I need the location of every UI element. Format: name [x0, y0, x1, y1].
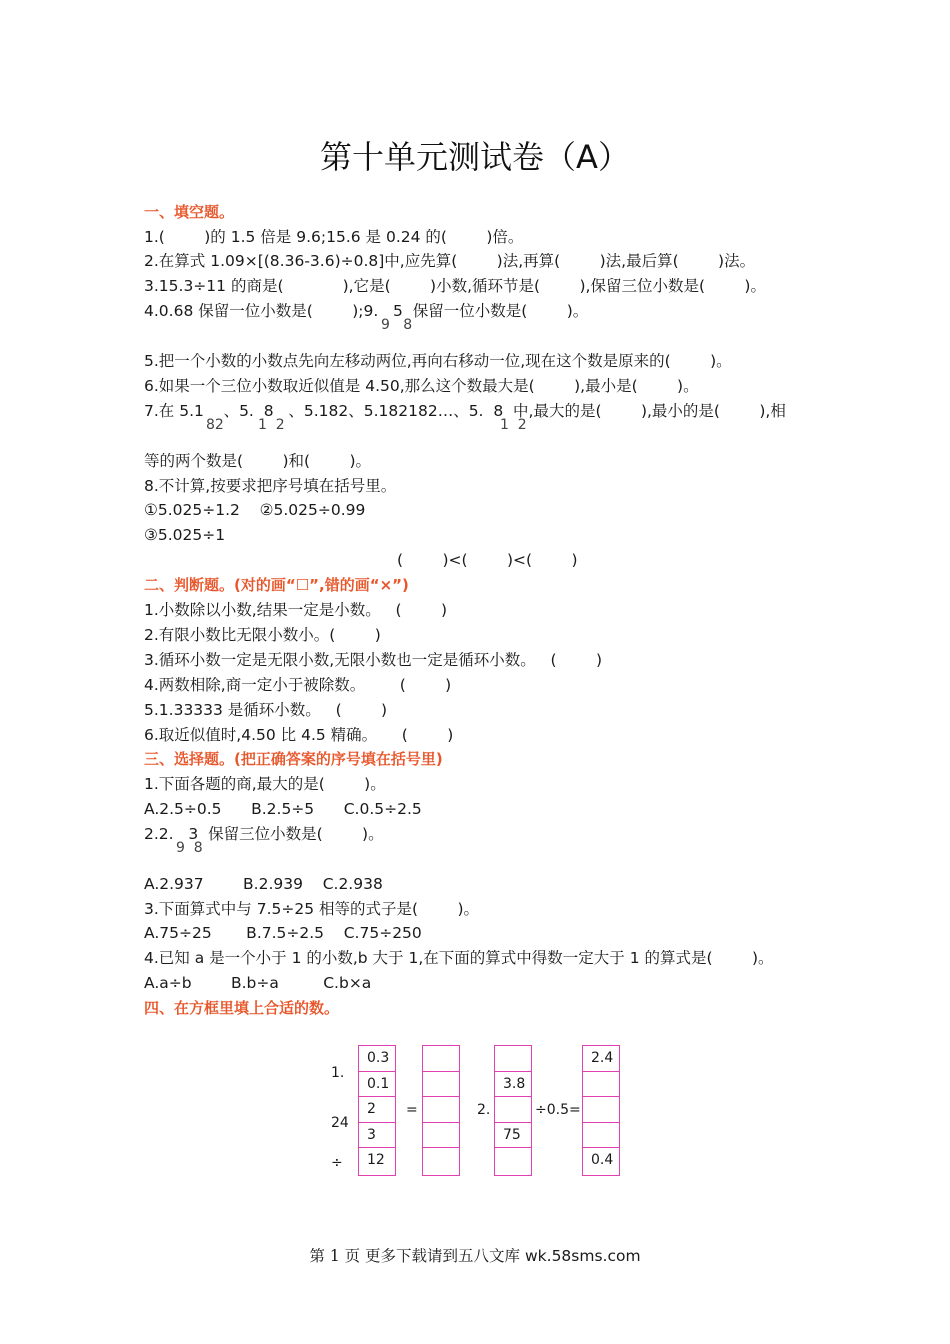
footer-text: 第 1 页 更多下载请到五八文库: [309, 1247, 525, 1265]
answer-cell[interactable]: [495, 1046, 531, 1072]
answer-cell[interactable]: [423, 1072, 459, 1098]
choice-question-1-options: A.2.5÷0.5 B.2.5÷5 C.0.5÷2.5: [144, 800, 422, 818]
divide-operator: ÷0.5=: [535, 1102, 581, 1118]
section-box-fill-heading: 四、在方框里填上合适的数。: [144, 999, 340, 1017]
judge-question-3: 3.循环小数一定是无限小数,无限小数也一定是循环小数。 ( ): [144, 651, 603, 669]
repeating-decimal-digits: 1 2: [258, 417, 285, 433]
box-cell: 0.1: [359, 1072, 395, 1098]
fill-question-4: 4.0.68 保留一位小数是( );9. 5 保留一位小数是( )。: [144, 302, 589, 320]
box-cell: 3: [359, 1123, 395, 1149]
fill-question-8: 8.不计算,按要求把序号填在括号里。: [144, 477, 397, 495]
box-column-left-1: [358, 1045, 396, 1176]
answer-cell[interactable]: [423, 1097, 459, 1123]
answer-cell[interactable]: [583, 1123, 619, 1149]
box-column-left-2[interactable]: [494, 1045, 532, 1176]
fill-question-6: 6.如果一个三位小数取近似值是 4.50,那么这个数最大是( ),最小是( )。: [144, 377, 699, 395]
equals-sign: =: [406, 1102, 418, 1118]
box-cell: 75: [495, 1123, 531, 1149]
fill-question-7-continued: 等的两个数是( )和( )。: [144, 452, 372, 470]
answer-cell[interactable]: [423, 1148, 459, 1174]
section-choice-heading: 三、选择题。(把正确答案的序号填在括号里): [144, 750, 443, 768]
choice-question-2: 2.2. 3 保留三位小数是( )。: [144, 825, 384, 843]
page-title: 第十单元测试卷（A）: [320, 138, 630, 176]
choice-question-1: 1.下面各题的商,最大的是( )。: [144, 775, 386, 793]
section-fill-blank-heading: 一、填空题。: [144, 203, 235, 221]
judge-question-6: 6.取近似值时,4.50 比 4.5 精确。 ( ): [144, 726, 454, 744]
answer-cell[interactable]: [423, 1046, 459, 1072]
box-cell: 0.4: [591, 1152, 614, 1169]
fill-question-8-items: ③5.025÷1: [144, 526, 226, 544]
box-question-2-number: 2.: [477, 1102, 491, 1118]
judge-question-5: 5.1.33333 是循环小数。 ( ): [144, 701, 388, 719]
answer-cell[interactable]: [495, 1148, 531, 1174]
judge-question-1: 1.小数除以小数,结果一定是小数。 ( ): [144, 601, 448, 619]
fill-question-5: 5.把一个小数的小数点先向左移动两位,再向右移动一位,现在这个数是原来的( )。: [144, 352, 732, 370]
answer-cell[interactable]: [583, 1097, 619, 1123]
judge-question-4: 4.两数相除,商一定小于被除数。 ( ): [144, 676, 452, 694]
page-footer: [0, 1244, 950, 1266]
choice-question-4-options: A.a÷b B.b÷a C.b×a: [144, 974, 372, 992]
footer-link[interactable]: wk.58sms.com: [524, 1247, 641, 1265]
fill-question-2: 2.在算式 1.09×[(8.36-3.6)÷0.8]中,应先算( )法,再算( )法,最后算( )法。: [144, 252, 756, 270]
box-cell: 12: [367, 1152, 385, 1169]
fill-question-8-items: ①5.025÷1.2 ②5.025÷0.99: [144, 501, 366, 519]
choice-question-3: 3.下面算式中与 7.5÷25 相等的式子是( )。: [144, 900, 480, 918]
box-question-1-operand: 24 ÷: [331, 1115, 349, 1171]
judge-question-2: 2.有限小数比无限小数小。( ): [144, 626, 381, 644]
answer-cell[interactable]: [423, 1123, 459, 1149]
fill-question-1: 1.( )的 1.5 倍是 9.6;15.6 是 0.24 的( )倍。: [144, 228, 524, 246]
box-cell: 0.3: [359, 1046, 395, 1072]
repeating-decimal-digits: 82: [206, 417, 224, 433]
choice-question-3-options: A.75÷25 B.7.5÷2.5 C.75÷250: [144, 924, 422, 942]
fill-question-8-order: ( )<( )<( ): [397, 551, 578, 569]
answer-cell[interactable]: [495, 1097, 531, 1123]
choice-question-2-options: A.2.937 B.2.939 C.2.938: [144, 875, 383, 893]
box-cell: 2: [359, 1097, 395, 1123]
answer-cell[interactable]: [583, 1072, 619, 1098]
repeating-decimal-digits: 1 2: [500, 417, 527, 433]
repeating-decimal-digits: 9 8: [176, 840, 203, 856]
fill-question-7: 7.在 5.1 、5. 8 、5.182、5.182182…、5. 8 中,最大的是( ),最小的是( ),相: [144, 402, 786, 420]
choice-question-4: 4.已知 a 是一个小于 1 的小数,b 大于 1,在下面的算式中得数一定大于 1 的算式是( )。: [144, 949, 774, 967]
box-cell: 3.8: [495, 1072, 531, 1098]
box-cell: 2.4: [583, 1046, 619, 1072]
box-column-answer-1[interactable]: [422, 1045, 460, 1176]
section-judge-heading: 二、判断题。(对的画“☐”,错的画“×”): [144, 576, 409, 594]
fill-question-3: 3.15.3÷11 的商是( ),它是( )小数,循环节是( ),保留三位小数是( )。: [144, 277, 766, 295]
box-question-1-number: 1.: [331, 1065, 345, 1081]
repeating-decimal-digits: 9 8: [381, 317, 413, 333]
box-column-right-2[interactable]: [582, 1045, 620, 1176]
